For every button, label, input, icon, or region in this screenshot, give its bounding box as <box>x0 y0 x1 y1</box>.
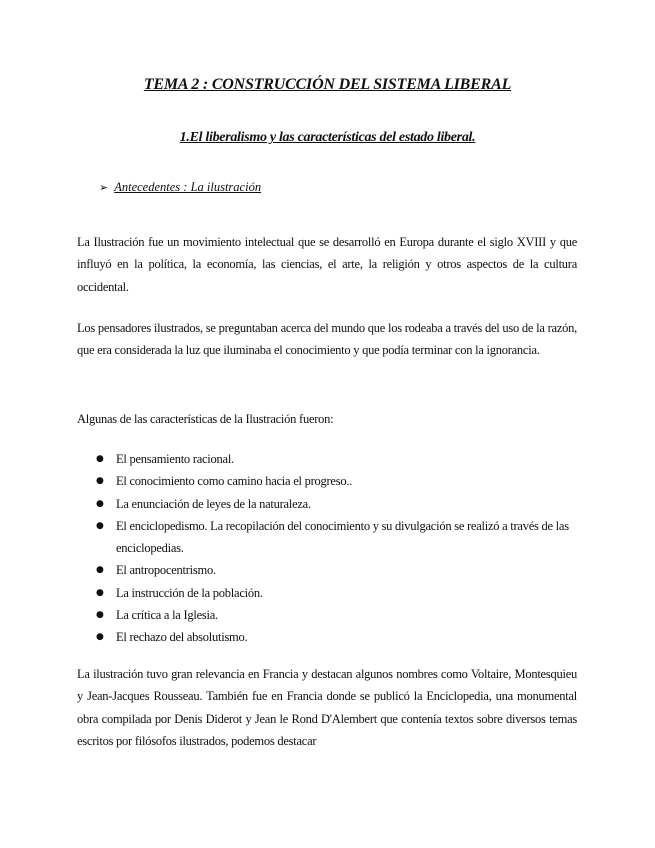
bullet-dot-icon: ● <box>96 520 104 531</box>
list-item <box>77 470 577 492</box>
list-item <box>77 515 577 560</box>
paragraph-pensadores: Los pensadores ilustrados, se preguntaban acerca del mundo que los rodeaba a través del uso de la razón, que era considerada la luz que iluminaba el conocimiento y que podía terminar con la ignorancia. <box>77 321 577 358</box>
paragraph-francia: La ilustración tuvo gran relevancia en Francia y destacan algunos nombres como Voltaire, Montesquieu y Jean-Jacques Rousseau. También fue en Francia donde se publicó la Enciclopedia, una monumental obra compilada por Denis Diderot y Jean le Rond D'Alembert que contenía textos sobre diversos temas escritos por filósofos ilustrados, podemos destacar <box>77 667 577 748</box>
bullet-dot-icon: ● <box>96 565 104 576</box>
list-item <box>77 626 577 648</box>
bullet-dot-icon: ● <box>96 632 104 643</box>
bullet-dot-icon: ● <box>96 610 104 621</box>
section-subtitle: 1.El liberalismo y las características del estado liberal. <box>179 130 476 145</box>
bullet-dot-icon: ● <box>96 454 104 464</box>
bullet-dot-icon: ● <box>96 587 104 598</box>
document-title: TEMA 2 : CONSTRUCCIÓN DEL SISTEMA LIBERAL <box>143 76 512 93</box>
list-item-text: El rechazo del absolutismo. <box>116 630 248 645</box>
section-heading-text: Antecedentes : La ilustración <box>114 180 262 194</box>
list-item-text: El pensamiento racional. <box>116 452 234 466</box>
list-item <box>77 493 577 515</box>
list-item-text: La crítica a la Iglesia. <box>116 608 218 623</box>
list-item-text: La enunciación de leyes de la naturaleza. <box>116 496 311 511</box>
list-item-text: El antropocentrismo. <box>116 563 216 578</box>
list-item <box>77 582 577 604</box>
section-heading <box>99 180 261 195</box>
characteristics-list <box>77 448 577 649</box>
list-item-text: El conocimiento como camino hacia el progreso.. <box>116 474 353 489</box>
bullet-dot-icon: ● <box>96 476 104 487</box>
list-item-text: El enciclopedismo. La recopilación del conocimiento y su divulgación se realizó a través de las enciclopedias. <box>116 518 569 556</box>
list-item-text: La instrucción de la población. <box>116 585 263 600</box>
list-item <box>77 604 577 626</box>
list-item <box>77 559 577 581</box>
bullet-dot-icon: ● <box>96 498 104 509</box>
paragraph-ilustracion-definition: La Ilustración fue un movimiento intelectual que se desarrolló en Europa durante el siglo XVIII y que influyó en la política, la economía, las ciencias, el arte, la religión y otros aspectos de la cultura occidental. <box>77 235 577 294</box>
arrowhead-bullet-icon: ➢ <box>99 181 109 194</box>
list-item <box>77 448 577 470</box>
paragraph-caracteristicas-intro: Algunas de las características de la Ilustración fueron: <box>77 412 334 426</box>
